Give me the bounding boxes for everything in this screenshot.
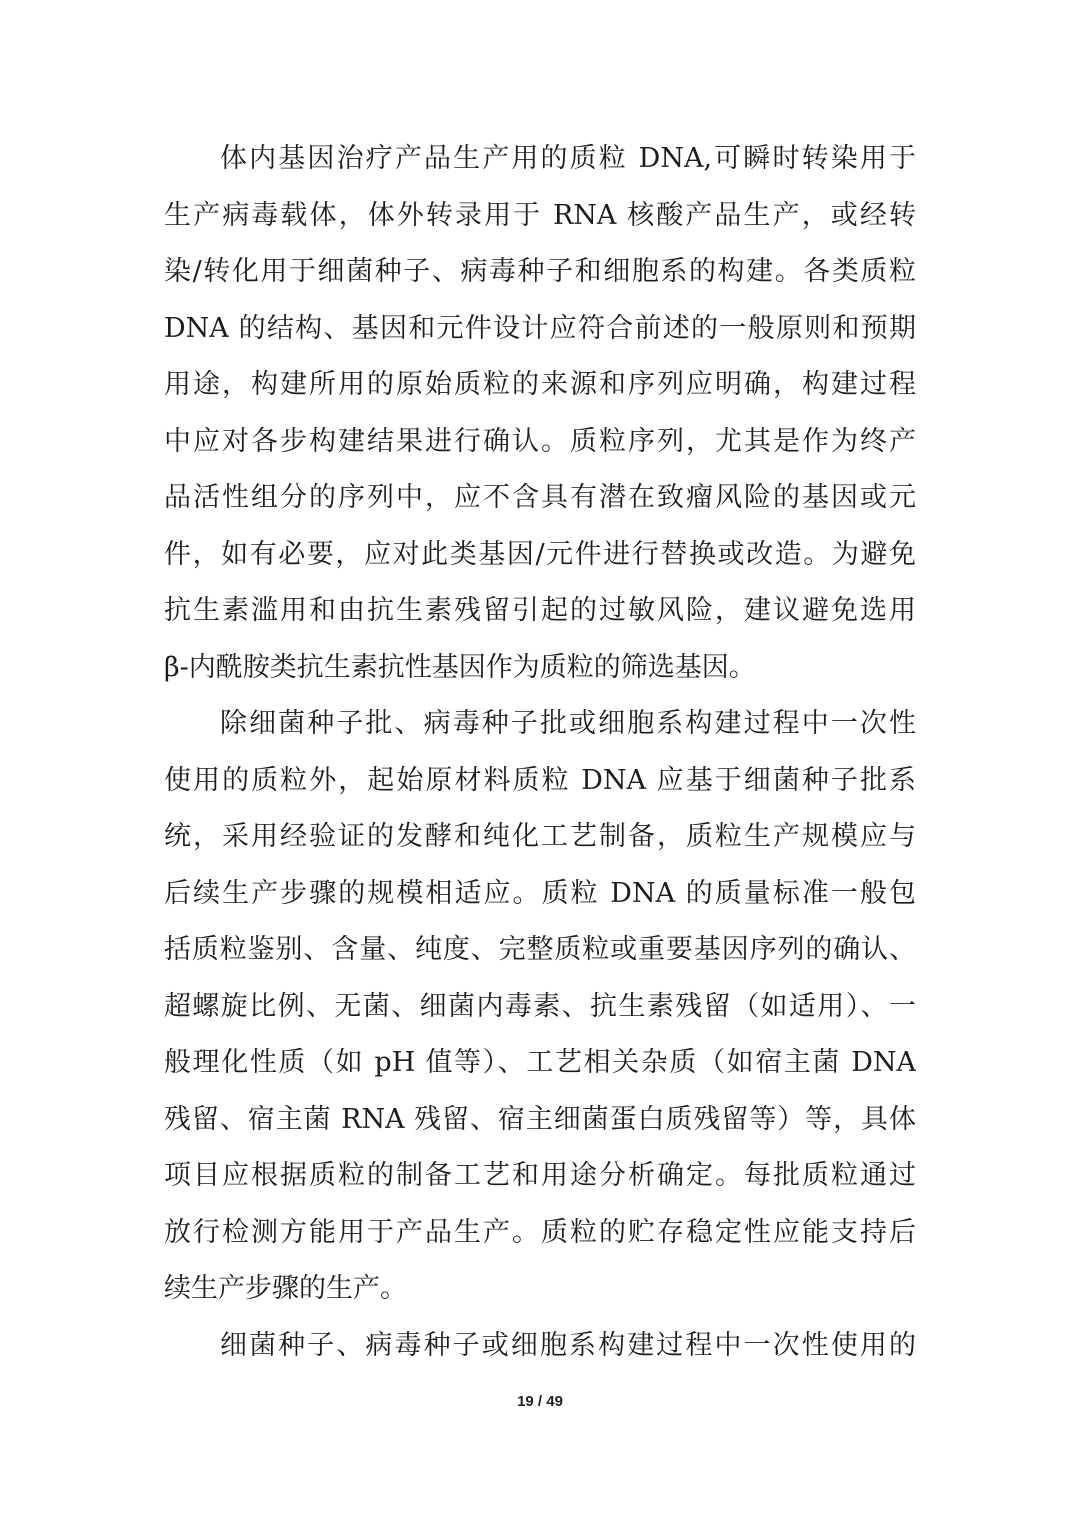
page-number: 19 / 49 [517, 1393, 563, 1410]
text-line: 般理化性质（如 pH 值等）、工艺相关杂质（如宿主菌 DNA [164, 1047, 916, 1078]
text-line: DNA 的结构、基因和元件设计应符合前述的一般原则和预期 [164, 312, 916, 344]
text-line: 除细菌种子批、病毒种子批或细胞系构建过程中一次性 [220, 708, 916, 739]
text-line: 续生产步骤的生产。 [164, 1273, 407, 1304]
text-line: 品活性组分的序列中，应不含具有潜在致瘤风险的基因或元 [164, 482, 916, 513]
text-line: 项目应根据质粒的制备工艺和用途分析确定。每批质粒通过 [164, 1160, 916, 1191]
text-line: 放行检测方能用于产品生产。质粒的贮存稳定性应能支持后 [164, 1216, 916, 1248]
paragraph [164, 1318, 916, 1375]
text-line: 抗生素滥用和由抗生素残留引起的过敏风险，建议避免选用 [164, 595, 916, 626]
text-line: 细菌种子、病毒种子或细胞系构建过程中一次性使用的 [220, 1329, 916, 1361]
paragraph [164, 131, 916, 696]
paragraph [164, 696, 916, 1318]
text-line: 残留、宿主菌 RNA 残留、宿主细菌蛋白质残留等）等，具体 [164, 1103, 916, 1135]
text-line: 统，采用经验证的发酵和纯化工艺制备，质粒生产规模应与 [164, 821, 916, 852]
text-line: 超螺旋比例、无菌、细菌内毒素、抗生素残留（如适用）、一 [164, 990, 916, 1022]
text-line: 用途，构建所用的原始质粒的来源和序列应明确，构建过程 [164, 369, 916, 400]
text-line: 件，如有必要，应对此类基因/元件进行替换或改造。为避免 [164, 538, 916, 570]
text-line: 括质粒鉴别、含量、纯度、完整质粒或重要基因序列的确认、 [164, 934, 916, 965]
body-text [164, 131, 916, 1374]
text-line: 染/转化用于细菌种子、病毒种子和细胞系的构建。各类质粒 [164, 256, 916, 287]
text-line: β-内酰胺类抗生素抗性基因作为质粒的筛选基因。 [164, 651, 756, 683]
text-line: 生产病毒载体，体外转录用于 RNA 核酸产品生产，或经转 [164, 199, 916, 231]
text-line: 体内基因治疗产品生产用的质粒 DNA,可瞬时转染用于 [220, 143, 916, 174]
text-line: 使用的质粒外，起始原材料质粒 DNA 应基于细菌种子批系 [164, 764, 916, 796]
text-line: 后续生产步骤的规模相适应。质粒 DNA 的质量标准一般包 [164, 877, 916, 909]
text-line: 中应对各步构建结果进行确认。质粒序列，尤其是作为终产 [164, 425, 916, 457]
